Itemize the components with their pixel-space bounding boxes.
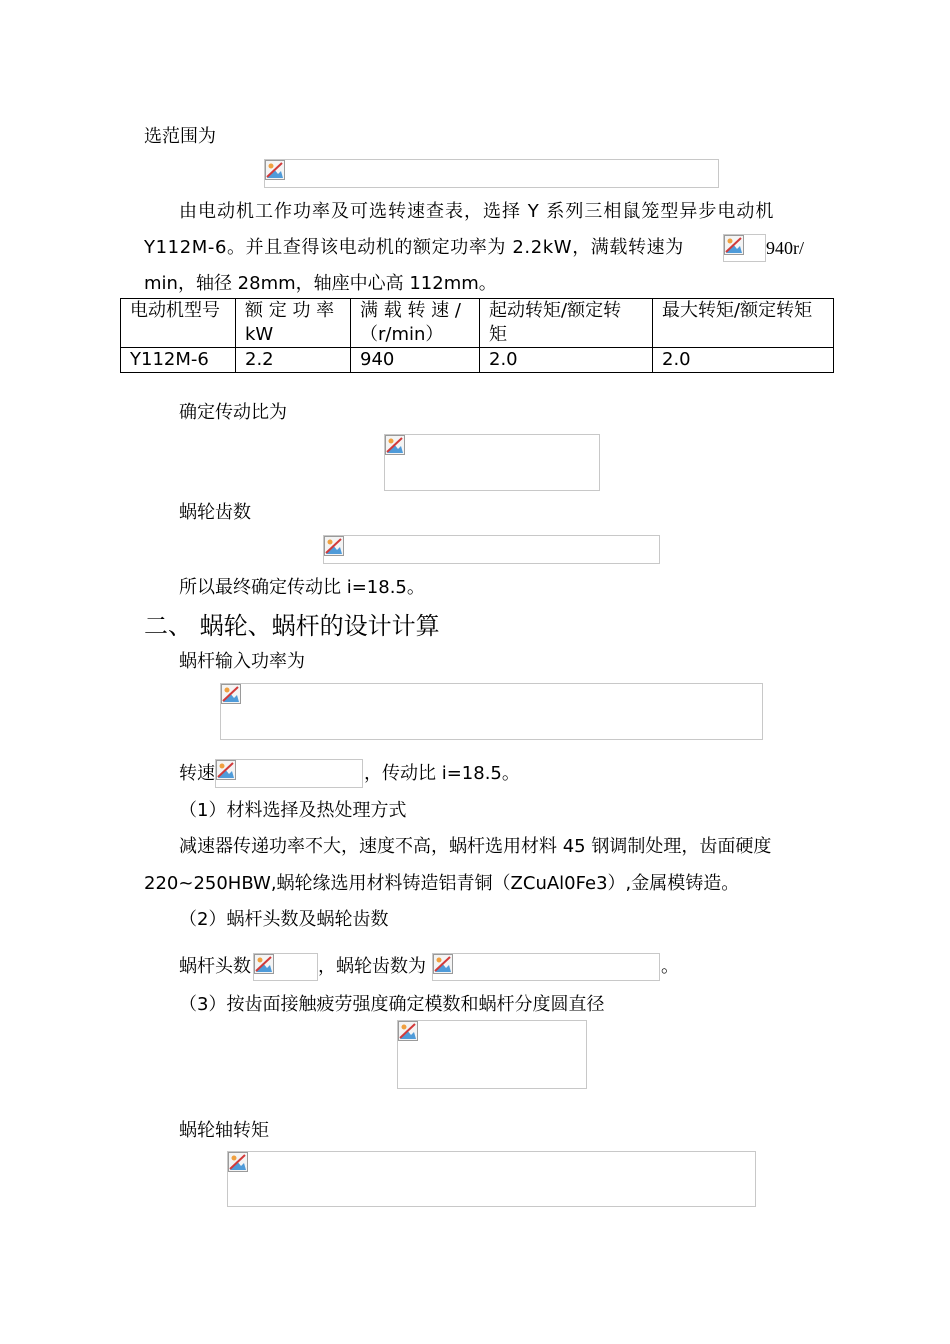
text-line-14-mid: ，蜗轮齿数为 <box>318 956 426 977</box>
table-row <box>121 348 834 373</box>
table-cell: 2.2 <box>236 348 351 373</box>
text-line-7: 所以最终确定传动比 i=18.5。 <box>179 577 425 598</box>
broken-image-icon <box>398 1021 418 1041</box>
formula-image-z1 <box>253 953 318 981</box>
table-header-cell: 电动机型号 <box>121 299 236 348</box>
table-header-cell: 额 定 功 率 kW <box>236 299 351 348</box>
formula-image-teeth <box>323 535 660 564</box>
text-line-8: 蜗杆输入功率为 <box>179 651 305 672</box>
text-line-6: 蜗轮齿数 <box>179 502 251 523</box>
text-line-9-end: ，传动比 i=18.5。 <box>364 763 520 784</box>
text-line-13: （2）蜗杆头数及蜗轮齿数 <box>179 909 389 930</box>
text-line-14: 蜗杆头数 <box>179 956 251 977</box>
text-line-12: 220~250HBW,蜗轮缘选用材料铸造铝青铜（ZCuAl0Fe3）,金属模铸造。 <box>144 873 740 894</box>
text-line-11: 减速器传递功率不大，速度不高，蜗杆选用材料 45 钢调制处理，齿面硬度 <box>179 836 772 857</box>
table-cell: 2.0 <box>480 348 653 373</box>
text-line-3-end: 940r/ <box>766 238 804 258</box>
table-header-cell: 满 载 转 速 / （r/min） <box>351 299 480 348</box>
motor-spec-table <box>120 298 834 373</box>
broken-image-icon <box>724 235 744 255</box>
formula-image-power <box>220 683 763 740</box>
formula-image-torque <box>227 1151 756 1207</box>
table-header-row <box>121 299 834 348</box>
broken-image-icon <box>221 684 241 704</box>
broken-image-icon <box>433 954 453 974</box>
broken-image-icon <box>385 435 405 455</box>
broken-image-icon <box>216 760 236 780</box>
broken-image-icon <box>324 536 344 556</box>
text-line-10: （1）材料选择及热处理方式 <box>179 800 407 821</box>
formula-image-ratio <box>384 434 600 491</box>
formula-image-1 <box>264 159 719 188</box>
broken-image-icon <box>254 954 274 974</box>
text-line-4: min，轴径 28mm，轴座中心高 112mm。 <box>144 273 497 294</box>
text-line-14-end: 。 <box>661 956 679 977</box>
text-line-1: 选范围为 <box>144 126 216 147</box>
table-header-cell: 最大转矩/额定转矩 <box>653 299 834 348</box>
text-line-16: 蜗轮轴转矩 <box>179 1120 269 1141</box>
formula-image-speed <box>723 234 766 262</box>
text-line-3: Y112M-6。并且查得该电动机的额定功率为 2.2kW，满载转速为 <box>144 237 684 258</box>
broken-image-icon <box>228 1152 248 1172</box>
section-heading: 二、 蜗轮、蜗杆的设计计算 <box>144 612 440 640</box>
table-cell: 2.0 <box>653 348 834 373</box>
formula-image-rpm <box>215 759 363 788</box>
table-cell: 940 <box>351 348 480 373</box>
text-line-15: （3）按齿面接触疲劳强度确定模数和蜗杆分度圆直径 <box>179 994 605 1015</box>
formula-image-z2 <box>432 953 660 981</box>
text-line-5: 确定传动比为 <box>179 402 287 423</box>
text-line-9: 转速 <box>179 763 215 784</box>
broken-image-icon <box>265 160 285 180</box>
formula-image-modulus <box>397 1020 587 1089</box>
table-cell: Y112M-6 <box>121 348 236 373</box>
text-line-2: 由电动机工作功率及可选转速查表，选择 Y 系列三相鼠笼型异步电动机 <box>179 201 775 222</box>
table-header-cell: 起动转矩/额定转 矩 <box>480 299 653 348</box>
